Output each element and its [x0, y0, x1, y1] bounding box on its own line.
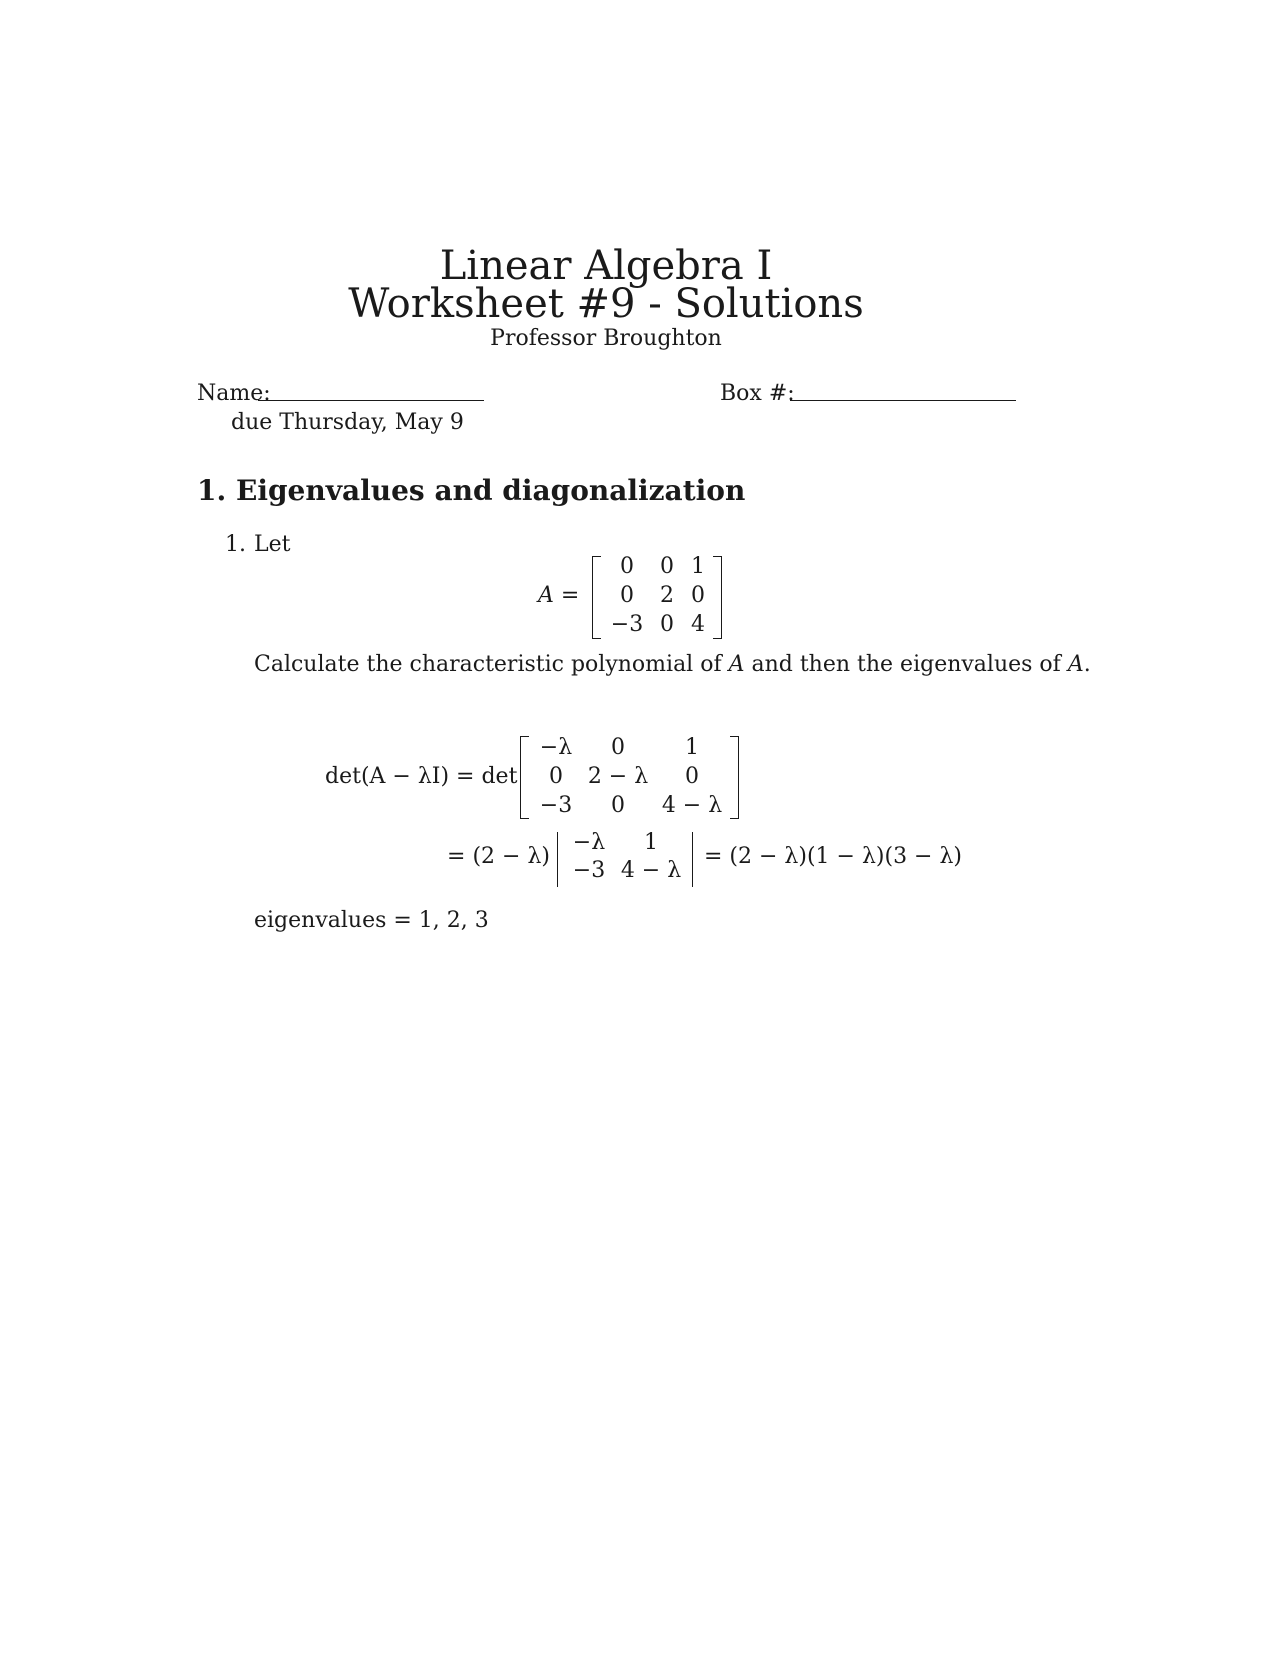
problem-number: 1. — [225, 532, 246, 557]
det-matrix-cell: 0 — [549, 764, 563, 789]
matrix-a-cell: −3 — [610, 612, 644, 637]
name-line — [258, 400, 484, 401]
det-matrix-cell: −3 — [539, 793, 573, 818]
prompt-end: . — [1083, 652, 1091, 677]
det-matrix-cell: −λ — [539, 735, 573, 760]
problem-prompt — [254, 653, 1091, 677]
due-date: due Thursday, May 9 — [231, 410, 464, 435]
matrix-a-lhs: A = — [538, 583, 580, 608]
prompt-var-a: A — [1067, 652, 1084, 677]
minor-cell: 4 − λ — [620, 858, 682, 883]
minor-left-bar — [557, 832, 558, 887]
det-matrix-cell: 4 − λ — [661, 793, 723, 818]
minor-cell: 1 — [644, 830, 658, 855]
professor-name: Professor Broughton — [490, 326, 722, 351]
matrix-a-cell: 2 — [660, 583, 674, 608]
worksheet-title: Worksheet #9 - Solutions — [348, 281, 864, 327]
matrix-a-cell: 0 — [620, 554, 634, 579]
minor-cell: −3 — [572, 858, 606, 883]
det-matrix-left-bracket — [520, 736, 529, 819]
det-matrix-cell: 0 — [611, 793, 625, 818]
matrix-a-cell: 0 — [620, 583, 634, 608]
line2-prefix: = (2 − λ) — [447, 844, 550, 869]
course-title: Linear Algebra I — [439, 243, 773, 289]
matrix-a-right-bracket — [713, 556, 722, 639]
section-title: 1. Eigenvalues and diagonalization — [197, 474, 746, 507]
minor-cell: −λ — [572, 830, 606, 855]
det-matrix-cell: 0 — [611, 735, 625, 760]
box-label: Box #: — [720, 381, 795, 406]
det-matrix-cell: 1 — [685, 735, 699, 760]
matrix-a-cell: 0 — [660, 612, 674, 637]
det-matrix-cell: 0 — [685, 764, 699, 789]
name-label: Name: — [197, 381, 271, 406]
prompt-prefix: Calculate the characteristic polynomial of — [254, 652, 729, 677]
box-line — [790, 400, 1016, 401]
matrix-a-cell: 0 — [691, 583, 705, 608]
line2-result: = (2 − λ)(1 − λ)(3 − λ) — [704, 844, 963, 869]
prompt-middle: and then the eigenvalues of — [744, 652, 1068, 677]
matrix-a-cell: 1 — [691, 554, 705, 579]
minor-right-bar — [692, 832, 693, 887]
det-matrix-cell: 2 − λ — [587, 764, 649, 789]
problem-intro: Let — [254, 532, 291, 557]
eigenvalues: eigenvalues = 1, 2, 3 — [254, 908, 489, 933]
det-matrix-right-bracket — [730, 736, 739, 819]
matrix-a-cell: 0 — [660, 554, 674, 579]
det-lhs: det(A − λI) = det — [325, 764, 518, 789]
prompt-var-a: A — [728, 652, 745, 677]
matrix-a-left-bracket — [592, 556, 601, 639]
matrix-a-cell: 4 — [691, 612, 705, 637]
